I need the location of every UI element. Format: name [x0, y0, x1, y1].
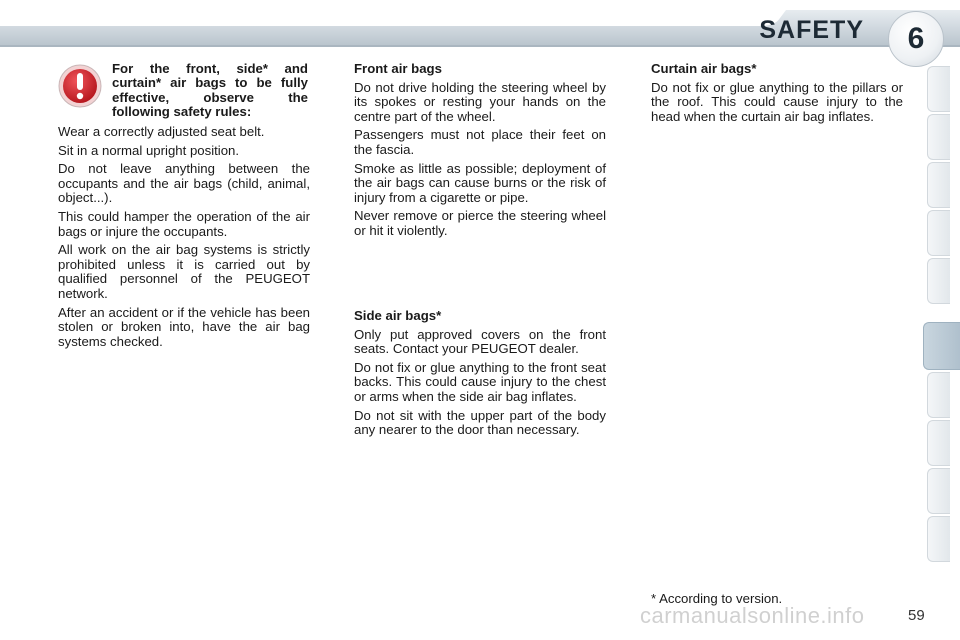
- chapter-tab[interactable]: [927, 420, 950, 466]
- watermark: carmanualsonline.info: [640, 603, 865, 628]
- chapter-tab[interactable]: [927, 210, 950, 256]
- chapter-tab[interactable]: [927, 162, 950, 208]
- chapter-tabs: [927, 66, 960, 576]
- paragraph: Never remove or pierce the steering wheel or hit it violently.: [354, 208, 606, 238]
- side-airbags-heading: Side air bags*: [354, 308, 442, 323]
- paragraph: All work on the air bag systems is strictly prohibited unless it is carried out by qualified personnel of the PEUGEOT network.: [58, 242, 310, 301]
- paragraph: Do not fix or glue anything to the front seat backs. This could cause injury to the chest or arms when the side air bag inflates.: [354, 359, 606, 404]
- chapter-tab[interactable]: [927, 66, 950, 112]
- paragraph: Sit in a normal upright position.: [58, 142, 240, 158]
- curtain-airbags-section: [651, 62, 903, 128]
- general-rules-column: [58, 62, 310, 353]
- paragraph: This could hamper the operation of the air bags or injure the occupants.: [58, 208, 310, 239]
- paragraph: Do not leave anything between the occupants and the air bags (child, animal, object...).: [58, 161, 310, 206]
- chapter-tab[interactable]: [927, 516, 950, 562]
- chapter-tab-active[interactable]: [923, 322, 960, 370]
- front-airbags-section: [354, 62, 606, 243]
- chapter-tab[interactable]: [927, 468, 950, 514]
- paragraph: After an accident or if the vehicle has been stolen or broken into, have the air bag systems checked.: [58, 304, 310, 349]
- chapter-tab[interactable]: [927, 114, 950, 160]
- curtain-airbags-heading: Curtain air bags*: [651, 61, 757, 76]
- paragraph: Do not drive holding the steering wheel by its spokes or resting your hands on the centre part of the wheel.: [354, 79, 606, 124]
- chapter-number-badge: 6: [888, 11, 944, 67]
- warning-heading: For the front, side* and curtain* air bags to be fully effective, observe the following safety rules:: [112, 61, 308, 120]
- front-airbags-heading: Front air bags: [354, 61, 442, 76]
- page-header: [0, 0, 960, 62]
- paragraph: Do not fix or glue anything to the pillars or the roof. This could cause injury to the head when the curtain air bag inflates.: [651, 79, 903, 124]
- paragraph: Do not sit with the upper part of the body any nearer to the door than necessary.: [354, 407, 606, 438]
- paragraph: Passengers must not place their feet on the fascia.: [354, 127, 606, 157]
- chapter-tab[interactable]: [927, 258, 950, 304]
- paragraph: Wear a correctly adjusted seat belt.: [58, 124, 265, 139]
- paragraph: Only put approved covers on the front seats. Contact your PEUGEOT dealer.: [354, 326, 606, 357]
- side-airbags-section: [354, 309, 606, 442]
- footnote: * According to version.: [651, 591, 783, 606]
- section-title: SAFETY: [759, 16, 864, 44]
- page-number: 59: [908, 607, 925, 624]
- paragraph: Smoke as little as possible; deployment of the air bags can cause burns or the risk of injury from a cigarette or pipe.: [354, 160, 606, 205]
- chapter-tab[interactable]: [927, 372, 950, 418]
